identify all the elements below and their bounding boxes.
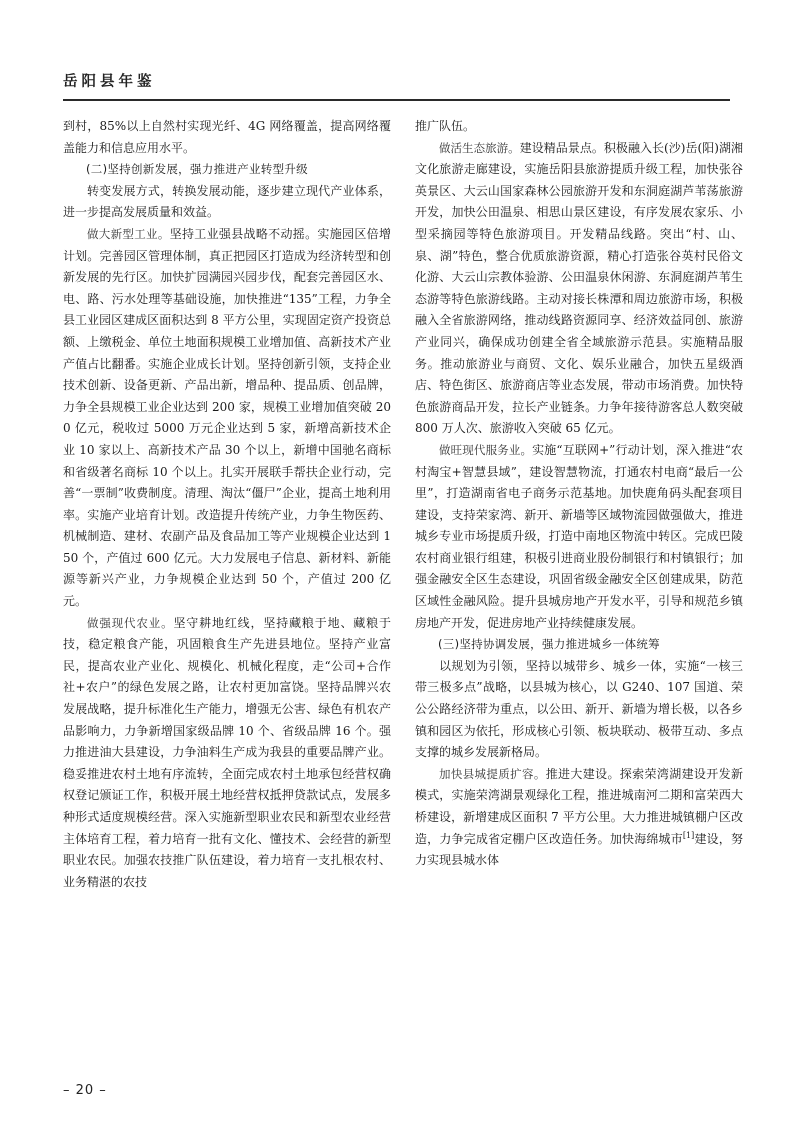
paragraph-county-text: 推进大建设。探索荣湾湖建设开发新模式，实施荣湾湖景观绿化工程，推进城南河二期和富荣西大桥建设，新增建成区面积 7 平方公里。大力推进城镇棚户区改造，力争完成省定棚户区改造任务。加快海绵城市 [415, 766, 743, 846]
paragraph-industry [63, 224, 391, 613]
paragraph-services [415, 440, 743, 634]
continued-paragraph: 到村，85%以上自然村实现光纤、4G 网络覆盖，提高网络覆盖能力和信息应用水平。 [63, 119, 391, 155]
lead-modern-agriculture: 做强现代农业。 [87, 615, 174, 630]
lead-modern-services: 做旺现代服务业。 [439, 442, 533, 457]
continued-paragraph-right: 推广队伍。 [415, 119, 476, 133]
left-column [63, 116, 391, 893]
page-number: – 20 – [63, 1083, 107, 1098]
section-heading-coordination: (三)坚持协调发展，强力推进城乡一体统筹 [438, 637, 660, 652]
paragraph-tourism-text: 建设精品景点。积极融入长(沙)岳(阳)湖湘文化旅游走廊建设，实施岳阳县旅游提质升级工程，加快张谷英景区、大云山国家森林公园旅游开发和东洞庭湖芦苇荡旅游开发，加快公田温泉、相思山景区建设，有序发展农家乐、小型采摘园等特色旅游项目。开发精品线路。突出“村、山、泉、湖”特色，整合优质旅游资源，精心打造张谷英村民俗文化游、大云山宗教体验游、公田温泉休闲游、东洞庭湖芦苇生态游等特色旅游线路。主动对接长株潭和周边旅游市场，积极融入全省旅游网络，推动线路资源同享、经济效益同创、旅游产业同兴，确保成功创建全省全域旅游示范县。实施精品服务。推动旅游业与商贸、文化、娱乐业融合，加快五星级酒店、特色街区、旅游商店等业态发展，带动市场消费。加快特色旅游商品开发，拉长产业链条。力争年接待游客总人数突破 800 万人次、旅游收入突破 65 亿元。 [415, 140, 743, 436]
paragraph-development-mode: 转变发展方式，转换发展动能，逐步建立现代产业体系，进一步提高发展质量和效益。 [63, 183, 391, 220]
paragraph-services-text: 实施“互联网+”行动计划，深入推进“农村淘宝+智慧县域”，建设智慧物流，打通农村电商“最后一公里”，打造湖南省电子商务示范基地。加快鹿角码头配套项目建设，支持荣家湾、新开、新墙等区域物流园做强做大，推进城乡专业市场提质升级，打造中南地区物流中转区。完成巴陵农村商业银行组建，积极引进商业股份制银行和村镇银行；加强金融安全区生态建设，巩固省级金融安全区创建成果，防范区域性金融风险。提升县城房地产开发水平，引导和规范乡镇房地产开发，促进房地产业持续健康发展。 [415, 442, 744, 630]
paragraph-county-text-tail: 建设，努力实现县城水体 [415, 831, 743, 868]
lead-eco-tourism: 做活生态旅游。 [439, 140, 520, 155]
paragraph-county-seat [415, 764, 743, 872]
lead-new-industry: 做大新型工业。 [87, 226, 170, 241]
right-column [415, 116, 743, 872]
running-header-title: 岳阳县年鉴 [63, 74, 156, 90]
paragraph-industry-text: 坚持工业强县战略不动摇。实施园区倍增计划。完善园区管理体制，真正把园区打造成为经济转型和创新发展的先行区。加快扩园满园兴园步伐，配套完善园区水、电、路、污水处理等基础设施，加快推进“135”工程，力争全县工业园区建成区面积达到 8 平方公里，实现固定资产投资总额、上缴税金、单位土地面积规模工业增加值、高新技术产业产值占比翻番。实施企业成长计划。坚持创新引领，支持企业技术创新、设备更新、产品出新，增品种、提品质、创品牌，力争全县规模工业企业达到 200 家，规模工业增加值突破 200 亿元，税收过 5000 万元企业达到 5 家，新增高新技术企业 10 家以上、高新技术产品 30 个以上，新增中国驰名商标和省级著名商标 10 个以上。扎实开展联手帮扶企业行动，完善“一票制”收费制度。清理、淘汰“僵尸”企业，提高土地利用率。实施产业培育计划。改造提升传统产业，力争生物医药、机械制造、建材、农副产品及食品加工等产业规模企业达到 150 个，产值过 600 亿元。大力发展电子信息、新材料、新能源等新兴产业，力争规模企业达到 50 个，产值过 200 亿元。 [63, 226, 391, 609]
section-heading-innovation: (二)坚持创新发展，强力推进产业转型升级 [86, 162, 308, 177]
lead-county-expansion: 加快县城提质扩容。 [439, 766, 546, 781]
paragraph-agriculture-text: 坚守耕地红线，坚持藏粮于地、藏粮于技，稳定粮食产能，巩固粮食生产先进县地位。坚持产业富民，提高农业产业化、规模化、机械化程度，走“公司+合作社+农户”的绿色发展之路，让农村更加富饶。坚持品牌兴农发展战略，提升标准化生产能力，增强无公害、绿色有机农产品影响力，力争新增国家级品牌 10 个、省级品牌 16 个。强力推进油大县建设，力争油料生产成为我县的重要品牌产业。稳妥推进农村土地有序流转，全面完成农村土地承包经营权确权登记颁证工作，积极开展土地经营权抵押贷款试点，发展多种形式适度规模经营。深入实施新型职业农民和新型农业经营主体培育工程，着力培育一批有文化、懂技术、会经营的新型职业农民。加强农技推广队伍建设，着力培育一支扎根农村、业务精湛的农技 [63, 615, 391, 889]
paragraph-coordination: 以规划为引领，坚持以城带乡、城乡一体，实施“一核三带三极多点”战略，以县城为核心，以 G240、107 国道、荣公公路经济带为重点，以公田、新开、新墙为增长极，以各乡镇和园区为依托，形成核心引领、板块联动、极带互动、多点支撑的城乡发展新格局。 [415, 658, 743, 760]
footnote-marker[interactable]: [1] [682, 830, 695, 840]
paragraph-agriculture [63, 613, 391, 894]
header-divider [63, 99, 730, 101]
paragraph-tourism [415, 138, 743, 440]
